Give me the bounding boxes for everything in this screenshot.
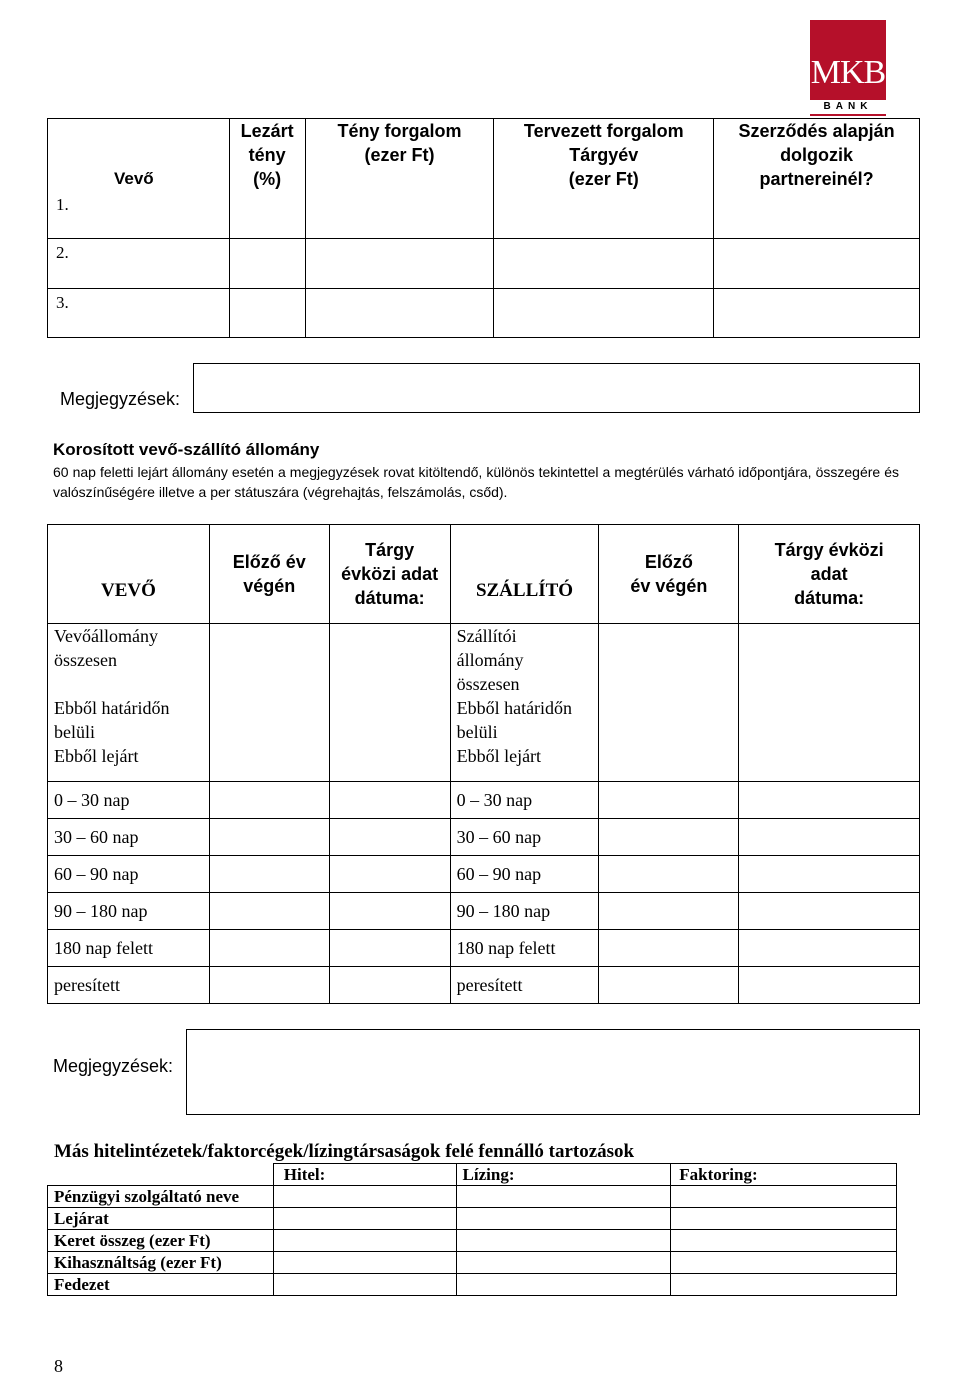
age-label: 90 – 180 nap <box>450 893 599 930</box>
age-label: 180 nap felett <box>450 930 599 967</box>
input-cell[interactable] <box>671 1208 897 1230</box>
table-row <box>48 893 920 930</box>
vevo-row-labels <box>48 624 210 782</box>
szallitoi-line-3: összesen <box>456 674 520 694</box>
input-cell[interactable] <box>329 856 450 893</box>
szallito-row-labels <box>450 624 599 782</box>
input-cell[interactable] <box>456 1230 671 1252</box>
input-cell[interactable] <box>456 1186 671 1208</box>
szallito-column-header: SZÁLLÍTÓ <box>475 580 574 601</box>
vevoallomany-line-1: Vevőállomány <box>54 626 158 646</box>
input-cell[interactable] <box>209 819 329 856</box>
input-cell[interactable] <box>229 289 305 338</box>
tervezett-line-2: Tárgyév <box>569 145 639 165</box>
lezart-line-3: (%) <box>253 169 282 189</box>
row-number-2: 2. <box>56 243 69 262</box>
empty-corner <box>48 1164 274 1186</box>
szallito-header-cell <box>450 525 599 624</box>
targy-line-3: dátuma: <box>354 588 425 608</box>
input-cell[interactable] <box>599 782 739 819</box>
input-cell[interactable] <box>599 856 739 893</box>
other-liabilities-title: Más hitelintézetek/faktorcégek/lízingtársaságok felé fennálló tartozások <box>54 1141 635 1162</box>
input-cell[interactable] <box>209 930 329 967</box>
input-cell[interactable] <box>494 289 714 338</box>
table-row <box>48 1252 897 1274</box>
input-cell[interactable] <box>209 856 329 893</box>
input-cell[interactable] <box>599 819 739 856</box>
row-number-3: 3. <box>56 293 69 312</box>
input-cell[interactable] <box>739 856 920 893</box>
input-cell[interactable] <box>739 819 920 856</box>
table-row <box>48 819 920 856</box>
szallito-hataridon-line-1: Ebből határidőn <box>456 698 573 718</box>
targy2-line-3: dátuma: <box>794 588 865 608</box>
table-row <box>48 1274 897 1296</box>
table-row <box>48 782 920 819</box>
lezart-teny-header <box>229 119 305 239</box>
szerzodes-header <box>714 119 920 239</box>
input-cell[interactable] <box>329 819 450 856</box>
tervezett-line-3: (ezer Ft) <box>568 169 639 189</box>
col-faktoring: Faktoring: <box>671 1164 897 1186</box>
input-cell[interactable] <box>329 624 450 782</box>
aged-balance-table <box>47 524 920 1004</box>
vevo-cell-3[interactable] <box>48 289 230 338</box>
tervezett-line-1: Tervezett forgalom <box>523 121 684 141</box>
table-row <box>48 289 920 338</box>
age-label: 60 – 90 nap <box>450 856 599 893</box>
age-label: 90 – 180 nap <box>48 893 210 930</box>
input-cell[interactable] <box>209 782 329 819</box>
targy2-line-2: adat <box>810 564 848 584</box>
elozo-ev-header <box>209 525 329 624</box>
table-row <box>48 967 920 1004</box>
page-number: 8 <box>54 1356 63 1376</box>
input-cell[interactable] <box>209 624 329 782</box>
vevo-header-cell <box>48 525 210 624</box>
input-cell[interactable] <box>739 930 920 967</box>
vevo-lejart: Ebből lejárt <box>54 746 139 766</box>
input-cell[interactable] <box>599 624 739 782</box>
input-cell[interactable] <box>599 893 739 930</box>
targy-line-1: Tárgy <box>365 540 415 560</box>
input-cell[interactable] <box>329 967 450 1004</box>
row-label: Keret összeg (ezer Ft) <box>48 1230 274 1252</box>
notes-label-1: Megjegyzések: <box>60 389 181 409</box>
input-cell[interactable] <box>329 782 450 819</box>
szerzodes-line-1: Szerződés alapján <box>738 121 895 141</box>
vevo-hataridon-line-1: Ebből határidőn <box>54 698 170 718</box>
age-label: 60 – 90 nap <box>48 856 210 893</box>
vevo-cell-2[interactable] <box>48 239 230 289</box>
vevoallomany-line-2: összesen <box>54 650 117 670</box>
szallitoi-line-1: Szállítói <box>456 626 517 646</box>
input-cell[interactable] <box>714 239 920 289</box>
input-cell[interactable] <box>273 1274 456 1296</box>
teny-forgalom-header <box>305 119 494 239</box>
input-cell[interactable] <box>305 239 494 289</box>
logo-sub: BANK <box>810 100 886 114</box>
targy-evkozi-header-2 <box>739 525 920 624</box>
input-cell[interactable] <box>456 1274 671 1296</box>
aged-balance-instructions: 60 nap feletti lejárt állomány esetén a megjegyzések rovat kitöltendő, különös tekintettel a megtérülés várható időpontjára, összegére és valószínűségére illetve a per státuszára (végrehajtás, felszámolás, csőd). <box>53 464 899 500</box>
col-lizing: Lízing: <box>456 1164 671 1186</box>
teny-line-1: Tény forgalom <box>337 121 462 141</box>
elozo-line-1: Előző év <box>232 552 306 572</box>
input-cell[interactable] <box>456 1208 671 1230</box>
elozo2-line-1: Előző <box>644 552 693 572</box>
row-number-1: 1. <box>56 195 69 214</box>
input-cell[interactable] <box>739 782 920 819</box>
table-row <box>48 1208 897 1230</box>
vevo-hataridon-line-2: belüli <box>54 722 95 742</box>
tervezett-forgalom-header <box>494 119 714 239</box>
input-cell[interactable] <box>273 1230 456 1252</box>
input-cell[interactable] <box>273 1186 456 1208</box>
elozo-ev-header-2 <box>599 525 739 624</box>
input-cell[interactable] <box>329 893 450 930</box>
age-label: 30 – 60 nap <box>450 819 599 856</box>
input-cell[interactable] <box>305 289 494 338</box>
targy-line-2: évközi adat <box>341 564 439 584</box>
col-hitel: Hitel: <box>273 1164 456 1186</box>
input-cell[interactable] <box>671 1186 897 1208</box>
input-cell[interactable] <box>494 239 714 289</box>
table-row <box>48 239 920 289</box>
szallitoi-line-2: állomány <box>456 650 524 670</box>
input-cell[interactable] <box>671 1274 897 1296</box>
table-row <box>48 1230 897 1252</box>
age-label: 0 – 30 nap <box>48 782 210 819</box>
szallito-hataridon-line-2: belüli <box>456 722 498 742</box>
vevo-header-cell <box>48 119 230 239</box>
elozo-line-2: végén <box>243 576 296 596</box>
age-label: 30 – 60 nap <box>48 819 210 856</box>
targy2-line-1: Tárgy évközi <box>774 540 884 560</box>
age-label: peresített <box>450 967 599 1004</box>
customer-turnover-table <box>47 118 920 338</box>
input-cell[interactable] <box>273 1208 456 1230</box>
input-cell[interactable] <box>714 289 920 338</box>
input-cell[interactable] <box>229 239 305 289</box>
row-label: Kihasználtság (ezer Ft) <box>48 1252 274 1274</box>
logo-brand: MKB <box>810 54 886 91</box>
notes-box-2[interactable] <box>186 1029 920 1115</box>
notes-box-1[interactable] <box>193 363 920 413</box>
szallito-lejart: Ebből lejárt <box>456 746 542 766</box>
table-row <box>48 1186 897 1208</box>
row-label: Pénzügyi szolgáltató neve <box>48 1186 274 1208</box>
row-label: Fedezet <box>48 1274 274 1296</box>
elozo2-line-2: év végén <box>630 576 708 596</box>
age-label: 180 nap felett <box>48 930 210 967</box>
age-label: peresített <box>48 967 210 1004</box>
lezart-line-2: tény <box>248 145 286 165</box>
input-cell[interactable] <box>456 1252 671 1274</box>
input-cell[interactable] <box>671 1252 897 1274</box>
input-cell[interactable] <box>599 967 739 1004</box>
targy-evkozi-header <box>329 525 450 624</box>
input-cell[interactable] <box>329 930 450 967</box>
input-cell[interactable] <box>671 1230 897 1252</box>
mkb-bank-logo <box>810 20 886 116</box>
age-label: 0 – 30 nap <box>450 782 599 819</box>
table-row <box>48 930 920 967</box>
table-row <box>48 856 920 893</box>
input-cell[interactable] <box>209 967 329 1004</box>
vevo-column-header: VEVŐ <box>100 580 156 601</box>
teny-line-2: (ezer Ft) <box>364 145 435 165</box>
aged-balance-title: Korosított vevő-szállító állomány <box>53 440 320 459</box>
input-cell[interactable] <box>739 893 920 930</box>
input-cell[interactable] <box>599 930 739 967</box>
szerzodes-line-3: partnereinél? <box>759 169 874 189</box>
input-cell[interactable] <box>209 893 329 930</box>
lezart-line-1: Lezárt <box>240 121 294 141</box>
input-cell[interactable] <box>739 967 920 1004</box>
input-cell[interactable] <box>273 1252 456 1274</box>
notes-label-2: Megjegyzések: <box>53 1056 174 1076</box>
other-liabilities-table <box>47 1163 897 1296</box>
szerzodes-line-2: dolgozik <box>780 145 854 165</box>
vevo-header: Vevő <box>114 169 154 188</box>
row-label: Lejárat <box>48 1208 274 1230</box>
input-cell[interactable] <box>739 624 920 782</box>
